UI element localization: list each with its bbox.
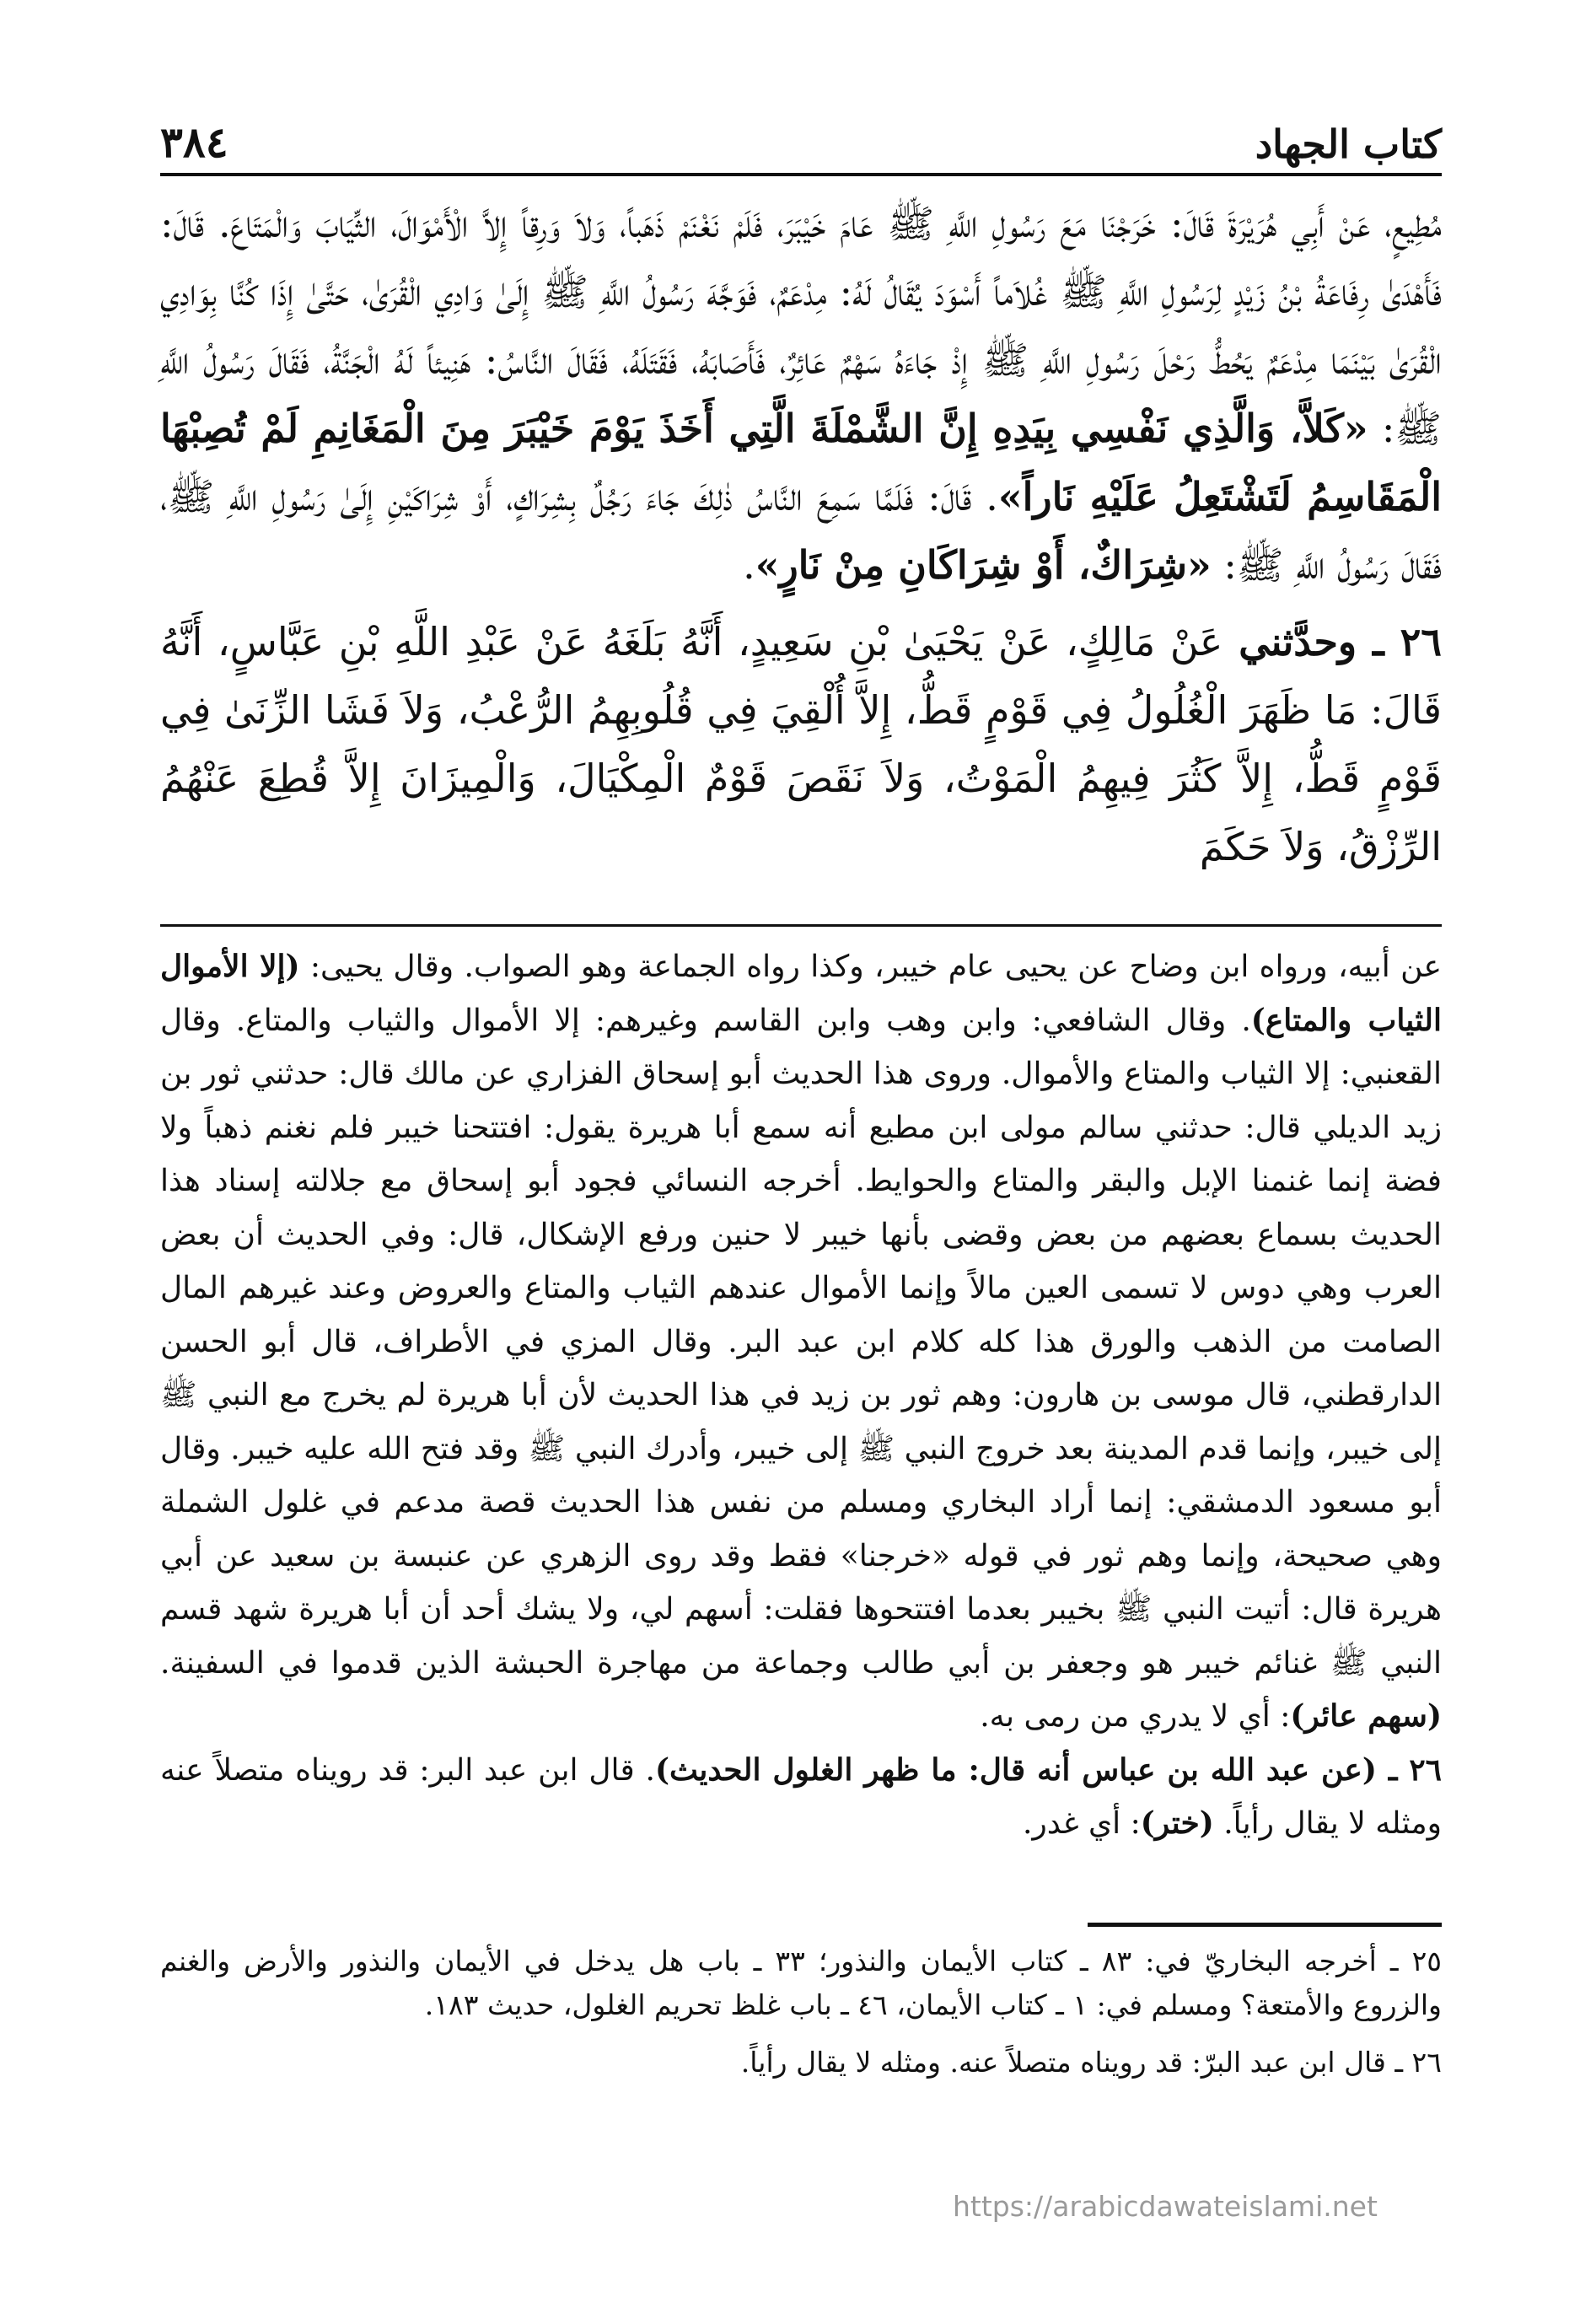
header-divider — [160, 173, 1442, 176]
commentary-26-heading: ٢٦ ـ (عن عبد الله بن عباس أنه قال: ما ظهر الغلول الحديث) — [654, 1751, 1442, 1788]
commentary-26-term: (ختر) — [1140, 1805, 1214, 1841]
main-text — [160, 190, 1442, 881]
commentary-25-part-c: . وقال الشافعي: وابن وهب وابن القاسم وغيرهم: إلا الأموال والثياب والمتاع. وقال القعنبي: إلا الثياب والمتاع والأموال. وروى هذا الحديث أبو إسحاق الفزاري عن مالك قال: حدثني ثور بن زيد الديلي قال: حدثني سالم مولى ابن مطيع أنه سمع أبا هريرة يقول: افتتحنا خيبر فلم نغنم ذهباً ولا فضة إنما غنمنا الإبل والبقر والمتاع والحوايط. أخرجه النسائي فجود أبو إسحاق مع جلالته إسناد هذا الحديث بسماع بعضهم من بعض وقضى بأنها خيبر لا حنين ورفع الإشكال، قال: وفي الحديث أن بعض العرب وهي دوس لا تسمى العين مالاً وإنما الأموال عندهم الثياب والمتاع والعروض وعند غيرهم المال الصامت من الذهب والورق هذا كله كلام ابن عبد البر. وقال المزي في الأطراف، قال أبو الحسن الدارقطني، قال موسى بن هارون: وهم ثور بن زيد في هذا الحديث لأن أبا هريرة لم يخرج مع النبي ﷺ إلى خيبر، وإنما قدم المدينة بعد خروج النبي ﷺ إلى خيبر، وأدرك النبي ﷺ وقد فتح الله عليه خيبر. وقال أبو مسعود الدمشقي: إنما أراد البخاري ومسلم من نفس هذا الحديث قصة مدعم في غلول الشملة وهي صحيحة، وإنما وهم ثور في قوله «خرجنا» فقط وقد روى الزهري عن عنبسة بن سعيد عن أبي هريرة قال: أتيت النبي ﷺ بخيبر بعدما افتتحوها فقلت: أسهم لي، ولا يشك أحد أن أبا هريرة شهد قسم النبي ﷺ غنائم خيبر هو وجعفر بن أبي طالب وجماعة من مهاجرة الحبشة الذين قدموا في السفينة. — [160, 1003, 1442, 1681]
hadith-25-quote-1: «كَلاَّ، وَالَّذِي نَفْسِي بِيَدِهِ إِنَّ الشَّمْلَةَ الَّتِي أَخَذَ يَوْمَ خَيْبَرَ مِنَ الْمَغَانِمِ لَمْ تُصِبْهَا الْمَقَاسِمُ لَتَشْتَعِلُ عَلَيْهِ نَاراً» — [160, 406, 1442, 519]
hadith-26-lead: وحدَّثني — [1223, 619, 1373, 664]
hadith-26-text — [160, 608, 1442, 881]
commentary-26-part-b: . قال ابن عبد البر: قد رويناه متصلاً عنه ومثله لا يقال رأياً. — [160, 1752, 1442, 1841]
commentary-25-part-a: عن أبيه، ورواه ابن وضاح عن يحيى عام خيبر، وكذا رواه الجماعة وهو الصواب. وقال يحيى: — [299, 950, 1442, 984]
hadith-26-number: ٢٦ ـ — [1373, 619, 1442, 664]
commentary-25-term-1: (إلا الأموال الثياب والمتاع) — [160, 949, 1443, 1038]
watermark-url: https://arabicdawateislami.net — [953, 2190, 1378, 2223]
page-header — [160, 108, 1442, 167]
hadith-26-body: عَنْ مَالِكٍ، عَنْ يَحْيَىٰ بْنِ سَعِيدٍ، أَنَّهُ بَلَغَهُ عَنْ عَبْدِ اللَّهِ بْنِ عَبَّاسٍ، أَنَّهُ قَالَ: مَا ظَهَرَ الْغُلُولُ فِي قَوْمٍ قَطُّ، إِلاَّ أُلْقِيَ فِي قُلُوبِهِمُ الرُّعْبُ، وَلاَ فَشَا الزِّنَىٰ فِي قَوْمٍ قَطُّ، إِلاَّ كَثُرَ فِيهِمُ الْمَوْتُ، وَلاَ نَقَصَ قَوْمٌ الْمِكْيَالَ، وَالْمِيزَانَ إِلاَّ قُطِعَ عَنْهُمُ الرِّزْقُ، وَلاَ حَكَمَ — [160, 619, 1442, 869]
page-number: ٣٨٤ — [160, 117, 228, 167]
commentary-26-part-d: : أي غدر. — [1022, 1806, 1141, 1841]
hadith-25-middle: . قَالَ: فَلَمَّا سَمِعَ النَّاسُ ذٰلِكَ جَاءَ رَجُلٌ بِشِرَاكٍ، أَوْ شِرَاكَيْنِ إِلَىٰ رَسُولِ اللَّهِ ﷺ، فَقَالَ رَسُولُ اللَّهِ ﷺ: — [160, 474, 1442, 588]
hadith-25-quote-2: «شِرَاكٌ، أَوْ شِرَاكَانِ مِنْ نَارٍ» — [755, 542, 1212, 588]
hadith-25-text — [160, 190, 1442, 600]
commentary-25 — [160, 940, 1442, 1744]
footnote-divider — [1088, 1923, 1442, 1927]
commentary — [160, 940, 1442, 1851]
commentary-divider — [160, 924, 1442, 927]
commentary-25-part-e: : أي لا يدري من رمى به. — [980, 1699, 1291, 1734]
commentary-25-term-2: (سهم عائر) — [1290, 1698, 1442, 1734]
book-title: كتاب الجهاد — [1255, 121, 1442, 167]
hadith-25-end: . — [743, 542, 755, 588]
footnotes — [160, 1939, 1442, 2085]
commentary-26 — [160, 1744, 1442, 1851]
hadith-25-intro: مُطِيعٍ، عَنْ أَبِي هُرَيْرَةَ قَالَ: خَرَجْنَا مَعَ رَسُولِ اللَّهِ ﷺ عَامَ خَيْبَرَ، فَلَمْ نَغْنَمْ ذَهَباً، وَلاَ وَرِقاً إِلاَّ الْأَمْوَالَ، الثِّيَابَ وَالْمَتَاعَ. قَالَ: فَأَهْدَىٰ رِفَاعَةُ بْنُ زَيْدٍ لِرَسُولِ اللَّهِ ﷺ غُلاَماً أَسْوَدَ يُقَالُ لَهُ: مِدْعَمٌ، فَوَجَّهَ رَسُولُ اللَّهِ ﷺ إِلَىٰ وَادِي الْقُرَىٰ، حَتَّىٰ إِذَا كُنَّا بِوَادِي الْقُرَىٰ بَيْنَمَا مِدْعَمٌ يَحُطُّ رَحْلَ رَسُولِ اللَّهِ ﷺ إِذْ جَاءَهُ سَهْمٌ عَائِرٌ، فَأَصَابَهُ، فَقَتَلَهُ، فَقَالَ النَّاسُ: هَنِيئاً لَهُ الْجَنَّةُ، فَقَالَ رَسُولُ اللَّهِ ﷺ: — [160, 201, 1442, 451]
footnote-26: ٢٦ ـ قال ابن عبد البرّ: قد رويناه متصلاً عنه. ومثله لا يقال رأياً. — [740, 2046, 1442, 2079]
footnote-25: ٢٥ ـ أخرجه البخاريّ في: ٨٣ ـ كتاب الأيمان والنذور؛ ٣٣ ـ باب هل يدخل في الأيمان والنذور والأرض والغنم والزروع والأمتعة؟ ومسلم في: ١ ـ كتاب الأيمان، ٤٦ ـ باب غلظ تحريم الغلول، حديث ١٨٣. — [160, 1945, 1443, 2021]
